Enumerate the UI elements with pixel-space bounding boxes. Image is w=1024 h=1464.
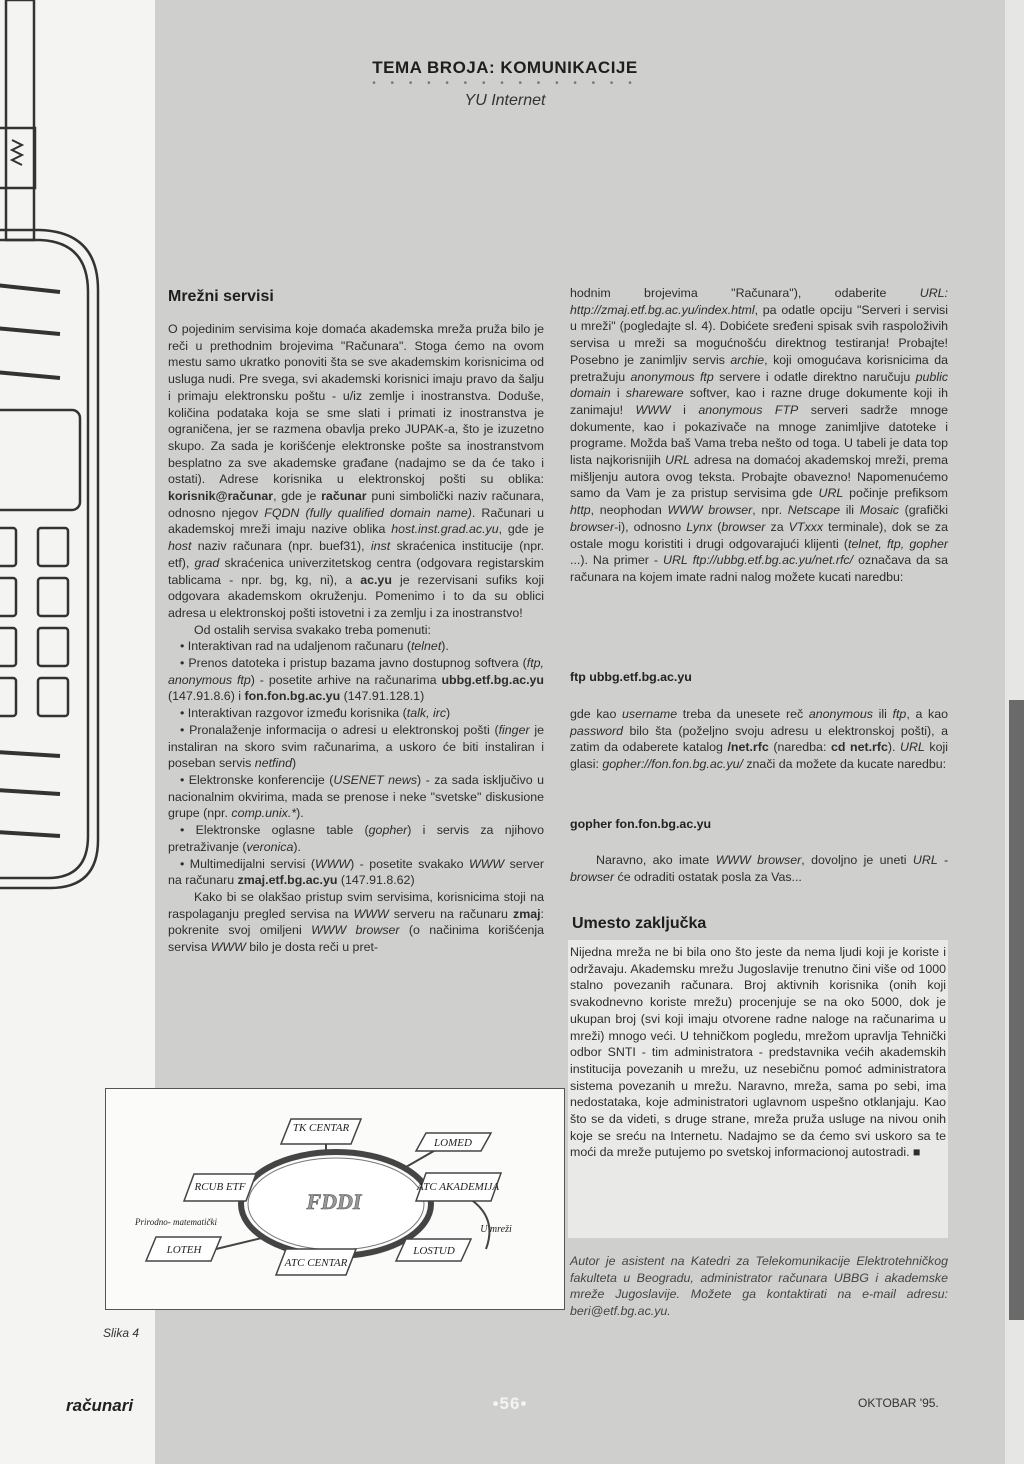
label-atc-centar: ATC CENTAR (284, 1257, 348, 1269)
text: je instaliran na skoro svim računarima, a uskoro će biti instaliran i poseban servis (168, 722, 544, 771)
label-loteh: LOTEH (166, 1244, 202, 1256)
italic-text: netfind (254, 756, 292, 771)
paragraph (570, 706, 948, 773)
network-diagram-figure (105, 1088, 565, 1310)
italic-text: URL: http://zmaj.etf.bg.ac.yu/index.html (570, 286, 948, 317)
paragraph: Nijedna mreža ne bi bila ono što jeste da nema ljudi koji je koriste i održavaju. Akademsku mrežu Jugoslavije trenutno čini više od 1000 stalno povezanih računara. Broj aktivnih korisnika (onih koji svakodnevno koriste mrežu) procenjuje se na oko 5000, dok je ukupan broj (svi koji imaju otvorene radne naloge na računarima u mreži) mnogo veći. U tehničkom pogledu, mrežom upravlja Tehnički odbor SNTI - tim administratora - predstavnika većih akademskih institucija povezanih u mrežu, uz nesebičnu pomoć administratora sistema povezanih u mrežu. Naravno, mreža, sama po sebi, ima nedostataka, koje administratori uglavnom uspešno otklanjaju. Kao što se da videti, s druge strane, mreža pruža usluge na nivou onih koje se sreću na Internetu. Nadajmo se da ćemo svi uskoro sa te moći da mreže putujemo po svetskoj informacionoj autostradi. ■ (570, 945, 946, 1160)
text: za (765, 519, 789, 534)
bullet-item (168, 705, 544, 722)
text: adresa na domaćoj akademskoj mreži, prema mišljenju autora ovog teksta. Probajte obavezno! Napomenućemo samo da Vam je za pristup servisima gde (570, 453, 949, 501)
italic-text: comp.unix.* (231, 806, 297, 821)
italic-text: WWW (210, 940, 246, 955)
page-edge-shadow (1009, 700, 1024, 1320)
figure-caption: Slika 4 (103, 1326, 140, 1340)
italic-text: telnet, ftp, gopher (848, 536, 948, 551)
text: , gde je (498, 522, 544, 537)
text: bilo je dosta reči u pret- (245, 940, 379, 955)
bullet-item (168, 655, 544, 705)
text: i (610, 386, 626, 401)
bold-text: zmaj (513, 906, 541, 921)
text: (147.91.8.62) (337, 873, 415, 888)
header-subtitle: YU Internet (464, 92, 546, 109)
bold-text: korisnik@računar (168, 489, 274, 504)
left-column (168, 321, 544, 956)
italic-text: ftp (892, 707, 907, 721)
label-rcub: RCUB ETF (194, 1181, 246, 1193)
bullet-item (168, 822, 544, 855)
bold-text: zmaj.etf.bg.ac.yu (237, 873, 338, 888)
command-ftp: ftp ubbg.etf.bg.ac.yu (570, 670, 692, 684)
label-prirodno: Prirodno- matematički (135, 1217, 217, 1227)
label-lomed: LOMED (434, 1137, 472, 1149)
text: treba da unesete reč (677, 707, 809, 721)
label-tk: TK CENTAR (292, 1122, 350, 1134)
label-lostud: LOSTUD (413, 1245, 455, 1257)
text: bilo šta (poželjno svoju adresu u elektronskoj pošti), a zatim da odaberete katalog (570, 723, 948, 755)
italic-text: telnet (410, 639, 442, 654)
paragraph (570, 852, 948, 885)
label-atc-akademija: ATC AKADEMIJA (416, 1181, 500, 1193)
italic-text: host.inst.grad.ac.yu (391, 522, 499, 537)
right-column-top (570, 285, 948, 586)
text: (o načinima korišćenja servisa (168, 923, 545, 955)
text: počinje prefiksom (843, 486, 949, 501)
text: ). (441, 639, 449, 654)
text: • Interaktivan razgovor između korisnika ( (180, 706, 407, 721)
text: ). (296, 806, 304, 821)
text: skraćenica institucije (npr. etf), (168, 539, 544, 570)
text: ). (293, 839, 301, 854)
paragraph (168, 321, 544, 622)
text: server na računaru (168, 856, 544, 888)
text: ...). Na primer - (570, 553, 663, 568)
text: , neophodan (590, 503, 668, 518)
bullet-item (168, 772, 544, 822)
text: softver, kao i razne druge dokumente koji ih zanimaju! (570, 386, 948, 417)
italic-text: public domain (570, 369, 949, 401)
bold-text: fon.fon.bg.ac.yu (244, 689, 341, 704)
text: , pa odatle opciju "Serveri i servisi u mreži" (pogledajte sl. 4). Dobićete sređeni spisak svih raspoloživih servisa u mreži sa mogućnošću direktnog testiranja! Probajte! Posebno je zanimljiv servis (570, 302, 948, 367)
text: znači da možete da kucate naredbu: (742, 757, 947, 772)
italic-text: URL (900, 740, 925, 755)
text: , a kao (906, 707, 948, 721)
italic-text: username (622, 707, 678, 721)
italic-text: WWW (353, 906, 389, 921)
text: serveru na računaru (388, 906, 513, 921)
paragraph (168, 622, 544, 639)
italic-text: URL (665, 453, 690, 468)
italic-text: WWW browser (667, 503, 753, 518)
magazine-name: računari (66, 1396, 134, 1415)
right-column-mid (570, 706, 948, 773)
italic-text: browser (570, 519, 615, 534)
text: označava da sa računara na kojem imate radni nalog možete kucati naredbu: (570, 553, 948, 584)
italic-text: ftp, anonymous ftp (168, 656, 544, 687)
italic-text: WWW browser (715, 853, 802, 867)
bold-text: /net.rfc (727, 740, 769, 755)
text: Naravno, ako imate (596, 853, 716, 867)
text: terminale), dok se za ostale mogu koristiti i drugi odgovarajući klijenti ( (570, 519, 949, 551)
text: : pokrenite svoj omiljeni (168, 906, 544, 938)
header-dots: • • • • • • • • • • • • • • • (372, 78, 638, 89)
page-number: •56• (492, 1394, 528, 1413)
text: , koji omogućava korisnicima da pretražuju (570, 352, 948, 384)
text: serveri sadrže mnoge dokumente, kao i pokazivače na mnoge zanimljive datoteke i programe. Možda baš Vama treba nešto od toga. U tabeli je data top lista najkorisnijih (570, 402, 948, 468)
bullet-item (168, 638, 544, 655)
text: (147.91.8.6) i (168, 689, 245, 704)
text: (147.91.128.1) (340, 689, 425, 704)
text: će odraditi ostatak posla za Vas... (614, 869, 802, 884)
italic-text: browser (721, 519, 766, 534)
italic-text: archie (730, 352, 765, 367)
text: (grafički (898, 503, 948, 518)
text: ). (887, 740, 901, 755)
text: i (670, 402, 699, 417)
header-title: TEMA BROJA: KOMUNIKACIJE (372, 58, 638, 77)
text: ) i servis za njihovo pretraživanje ( (168, 823, 545, 854)
label-u-mrezi: U mreži (480, 1224, 512, 1235)
network-diagram (106, 1089, 564, 1309)
text: ) - posetite svakako (350, 856, 470, 871)
bold-text: cd net.rfc (830, 740, 888, 755)
italic-text: http (570, 503, 591, 518)
italic-text: anonymous FTP (698, 402, 799, 417)
section-heading-mrezni-servisi: Mrežni servisi (168, 288, 274, 305)
bold-text: ac.yu (360, 572, 392, 587)
text: (naredba: (768, 740, 831, 755)
text: hodnim brojevima "Računara"), odaberite (570, 286, 920, 300)
bullet-item (168, 856, 544, 889)
right-column-note (570, 852, 948, 885)
italic-text: FQDN (fully qualified domain name) (264, 505, 472, 520)
text: ) - za sada isključivo u nacionalnim okvirima, mada se prenose i neke "svetske" diskusione grupe (npr. (168, 772, 544, 821)
italic-text: WWW (469, 856, 505, 871)
bold-text: računar (321, 489, 367, 504)
conclusion-text (570, 944, 946, 1161)
text: puni simbolički naziv računara, odnosno njegov (168, 489, 545, 520)
text: , dovoljno je uneti (801, 853, 913, 867)
text: je rezervisani sufiks koji odgovara akademskom okruženju. Pomenimo i to da su oblici adresa u elektronskoj pošti istovetni i za zemlju i za inostranstvo! (168, 572, 544, 620)
text: • Elektronske oglasne table ( (180, 823, 369, 838)
text: ) (292, 756, 297, 771)
issue-date: OKTOBAR '95. (858, 1396, 939, 1410)
italic-text: Netscape (787, 503, 841, 518)
text: ( (712, 519, 722, 534)
italic-text: URL (818, 486, 844, 501)
section-heading-umesto-zakljucka: Umesto zaključka (572, 915, 707, 932)
italic-text: URL ftp://ubbg.etf.bg.ac.yu/net.rfc/ (663, 553, 854, 568)
text: Od ostalih servisa svakako treba pomenuti: (194, 622, 431, 637)
command-gopher: gopher fon.fon.bg.ac.yu (570, 817, 712, 831)
italic-text: grad (194, 555, 220, 570)
italic-text: gopher (368, 823, 408, 838)
text: , npr. (752, 503, 788, 518)
paragraph (168, 889, 544, 956)
italic-text: anonymous ftp (630, 369, 714, 384)
italic-text: talk, irc (406, 706, 447, 721)
paragraph (570, 285, 948, 586)
text: . Računari u akademskoj mreži imaju nazive oblika (168, 505, 544, 537)
italic-text: shareware (625, 386, 684, 401)
italic-text: Lynx (686, 519, 713, 534)
italic-text: VTxxx (788, 519, 824, 534)
italic-text: inst (370, 539, 391, 554)
text: -i), odnosno (614, 519, 687, 534)
text: • Pronalaženje informacija o adresi u elektronskoj pošti ( (180, 722, 499, 737)
text: naziv računara (npr. buef31), (191, 539, 371, 554)
text: ili (840, 503, 860, 518)
italic-text: URL - browser (570, 853, 948, 884)
text: koji glasi: (570, 740, 948, 772)
author-note: Autor je asistent na Katedri za Telekomunikacije Elektrotehničkog fakulteta u Beogradu, administrator računara UBBG i akademske mreže Jugoslavije. Možete ga kontaktirati na e-mail adresu: beri@etf.bg.ac.yu. (570, 1254, 948, 1319)
text: • Interaktivan rad na udaljenom računaru ( (180, 639, 411, 654)
italic-text: USENET news (333, 772, 418, 787)
text: ili (872, 707, 893, 721)
italic-text: host (168, 539, 192, 554)
italic-text: finger (498, 722, 530, 737)
text: Kako bi se olakšao pristup svim servisima, korisnicima stoji na raspolaganju pregled servisa na (168, 889, 544, 921)
label-fddi: FDDI (306, 1189, 362, 1214)
italic-text: WWW (635, 402, 671, 417)
italic-text: veronica (246, 839, 294, 854)
text: servere i odatle direktno naručuju (713, 369, 916, 384)
italic-text: gopher://fon.fon.bg.ac.yu/ (602, 757, 743, 772)
text: , gde je (273, 489, 322, 504)
italic-text: password (570, 723, 624, 738)
text: ) (446, 706, 451, 721)
text: • Prenos datoteka i pristup bazama javno dostupnog softvera ( (180, 656, 527, 671)
bullet-item (168, 722, 544, 772)
text: O pojedinim servisima koje domaća akademska mreža pruža bilo je reči u prethodnim brojevima "Računara". Stoga ćemo na ovom mestu samo ukratko ponoviti šta se sve akademskim korisnicima od usluga nudi. Pre svega, svi akademski korisnici imaju pravo da šalju i primaju elektronsku poštu - u/iz zemlje i inostranstva. Doduše, količina podataka koja se sme slati i primati iz inostranstva je ograničena, jer se razmena obavlja preko JUPAK-a, što je izuzetno skupo. Za sada je korišćenje elektronske pošte sa inostranstvom besplatno za sve akademske građane (nadajmo se da će tako i ostati). Adrese korisnika u elektronskoj pošti su oblika: (168, 322, 544, 487)
text: skraćenica univerzitetskog centra (odgovara registarskim tablicama - npr. bg, kg, ni), a (168, 555, 544, 587)
page-edge-strip (1005, 0, 1024, 1464)
italic-text: WWW browser (311, 923, 400, 938)
text: • Elektronske konferencije ( (180, 772, 334, 787)
text: • Multimedijalni servisi ( (180, 856, 315, 871)
text: ) - posetite arhive na računarima (250, 672, 442, 687)
italic-text: Mosaic (859, 503, 899, 518)
text: gde kao (570, 707, 623, 721)
italic-text: WWW (315, 856, 351, 871)
italic-text: anonymous (808, 707, 873, 721)
bold-text: ubbg.etf.bg.ac.yu (441, 672, 545, 687)
